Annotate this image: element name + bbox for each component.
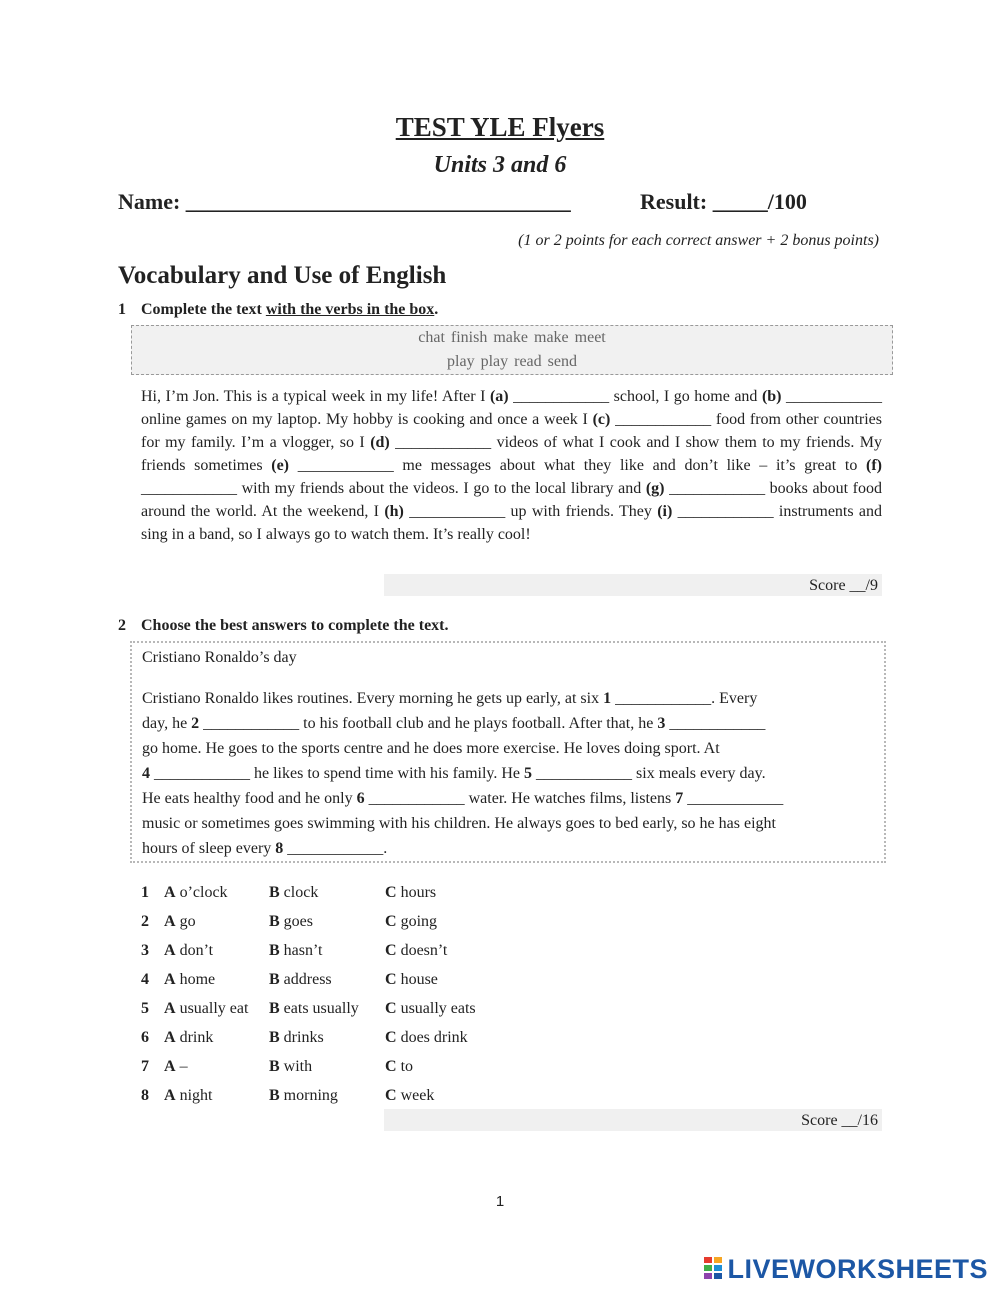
- option-number: 6: [141, 1029, 149, 1046]
- option-c[interactable]: C going: [385, 913, 438, 930]
- logo-square: [704, 1273, 712, 1279]
- option-b[interactable]: B goes: [269, 913, 313, 930]
- q2-score-text: Score __/16: [801, 1112, 878, 1129]
- word-box-word: chat: [418, 329, 445, 346]
- option-b[interactable]: B with: [269, 1058, 313, 1075]
- q2-text-line: He eats healthy food and he only 6 ____________ water. He watches films, listens 7 ____________: [142, 790, 784, 807]
- q2-text-line: hours of sleep every 8 ____________.: [142, 840, 388, 857]
- points-note: (1 or 2 points for each correct answer + 2 bonus points): [518, 232, 879, 249]
- option-b[interactable]: B eats usually: [269, 1000, 359, 1017]
- option-number: 1: [141, 884, 149, 901]
- option-c[interactable]: C week: [385, 1087, 435, 1104]
- q2-paragraph: [142, 686, 884, 861]
- option-number: 4: [141, 971, 149, 988]
- option-c[interactable]: C doesn’t: [385, 942, 448, 959]
- logo-square: [714, 1257, 722, 1263]
- page-title: TEST YLE Flyers: [395, 112, 605, 142]
- word-box-word: meet: [574, 329, 606, 346]
- page-number: 1: [495, 1193, 505, 1210]
- option-a[interactable]: A night: [164, 1087, 213, 1104]
- q1-instruction: [118, 301, 438, 319]
- option-b[interactable]: B address: [269, 971, 332, 988]
- word-box-word: finish: [450, 329, 488, 346]
- word-box-word: make: [534, 329, 569, 346]
- option-number: 5: [141, 1000, 149, 1017]
- q2-text-title: Cristiano Ronaldo’s day: [142, 649, 297, 666]
- q2-text-line: music or sometimes goes swimming with his children. He always goes to bed early, so he has eight: [142, 815, 776, 832]
- q1-instruction-pre: Complete the text: [141, 301, 266, 318]
- option-c[interactable]: C hours: [385, 884, 437, 901]
- q1-number: 1: [118, 301, 126, 318]
- q1-score-text: Score __/9: [809, 577, 878, 594]
- result-field-label: Result: _____/100: [640, 189, 807, 214]
- q2-text-line: Cristiano Ronaldo likes routines. Every morning he gets up early, at six 1 ____________. Every: [142, 690, 758, 707]
- logo-square: [704, 1265, 712, 1271]
- option-number: 8: [141, 1087, 149, 1104]
- option-b[interactable]: B clock: [269, 884, 319, 901]
- logo-square: [714, 1265, 722, 1271]
- option-a[interactable]: A o’clock: [164, 884, 228, 901]
- option-c[interactable]: C usually eats: [385, 1000, 476, 1017]
- option-a[interactable]: A usually eat: [164, 1000, 249, 1017]
- name-field-label: Name: ___________________________________: [118, 189, 571, 214]
- q1-instruction-underlined: with the verbs in the box: [265, 301, 435, 318]
- liveworksheets-logo-text: LIVEWORKSHEETS: [727, 1253, 988, 1284]
- option-a[interactable]: A go: [164, 913, 196, 930]
- page-subtitle: Units 3 and 6: [433, 152, 567, 178]
- option-a[interactable]: A home: [164, 971, 216, 988]
- option-c[interactable]: C house: [385, 971, 438, 988]
- q2-text-line: go home. He goes to the sports centre and he does more exercise. He loves doing sport. At: [142, 740, 720, 757]
- q2-instruction-text: Choose the best answers to complete the text.: [141, 617, 449, 634]
- option-a[interactable]: A don’t: [164, 942, 214, 959]
- logo-square: [714, 1273, 722, 1279]
- q2-score: [384, 1109, 882, 1131]
- word-box-word: play: [480, 353, 509, 370]
- logo-square: [704, 1257, 712, 1263]
- option-a[interactable]: A –: [164, 1058, 188, 1075]
- option-number: 7: [141, 1058, 149, 1075]
- option-c[interactable]: C to: [385, 1058, 414, 1075]
- liveworksheets-logo-icon: [704, 1257, 724, 1281]
- word-box: [131, 325, 893, 375]
- option-c[interactable]: C does drink: [385, 1029, 468, 1046]
- word-box-row: [132, 326, 892, 350]
- q2-text-line: 4 ____________ he likes to spend time with his family. He 5 ____________ six meals every day.: [142, 765, 766, 782]
- word-box-word: read: [514, 353, 542, 370]
- q1-paragraph: Hi, I’m Jon. This is a typical week in my life! After I (a) ____________ school, I go home and (b) ____________ online games on my laptop. My hobby is cooking and once a week I (c) ____________ food from other countries for my family. I’m a vlogger, so I (d) ____________ videos of what I cook and I show them to my friends. My friends sometimes (e) ____________ me messages about what they like and don’t like – it’s great to (f) ____________ with my friends about the videos. I go to the local library and (g) ____________ books about food around the world. At the weekend, I (h) ____________ up with friends. They (i) ____________ instruments and sing in a band, so I always go to watch them. It’s really cool!: [141, 388, 883, 543]
- option-b[interactable]: B hasn’t: [269, 942, 323, 959]
- word-box-word: send: [547, 353, 577, 370]
- option-b[interactable]: B morning: [269, 1087, 338, 1104]
- section-title: Vocabulary and Use of English: [118, 262, 447, 289]
- option-number: 2: [141, 913, 149, 930]
- liveworksheets-logo: [704, 1252, 988, 1286]
- option-number: 3: [141, 942, 149, 959]
- q1-instruction-post: .: [434, 301, 439, 318]
- word-box-word: make: [493, 329, 528, 346]
- word-box-word: play: [447, 353, 475, 370]
- q2-instruction: [118, 617, 449, 635]
- q2-text-line: day, he 2 ____________ to his football club and he plays football. After that, he 3 ____________: [142, 715, 766, 732]
- q1-score: [384, 574, 882, 596]
- option-a[interactable]: A drink: [164, 1029, 214, 1046]
- q2-number: 2: [118, 617, 126, 634]
- option-b[interactable]: B drinks: [269, 1029, 324, 1046]
- word-box-row: [132, 350, 892, 374]
- q2-text-box: [130, 641, 886, 863]
